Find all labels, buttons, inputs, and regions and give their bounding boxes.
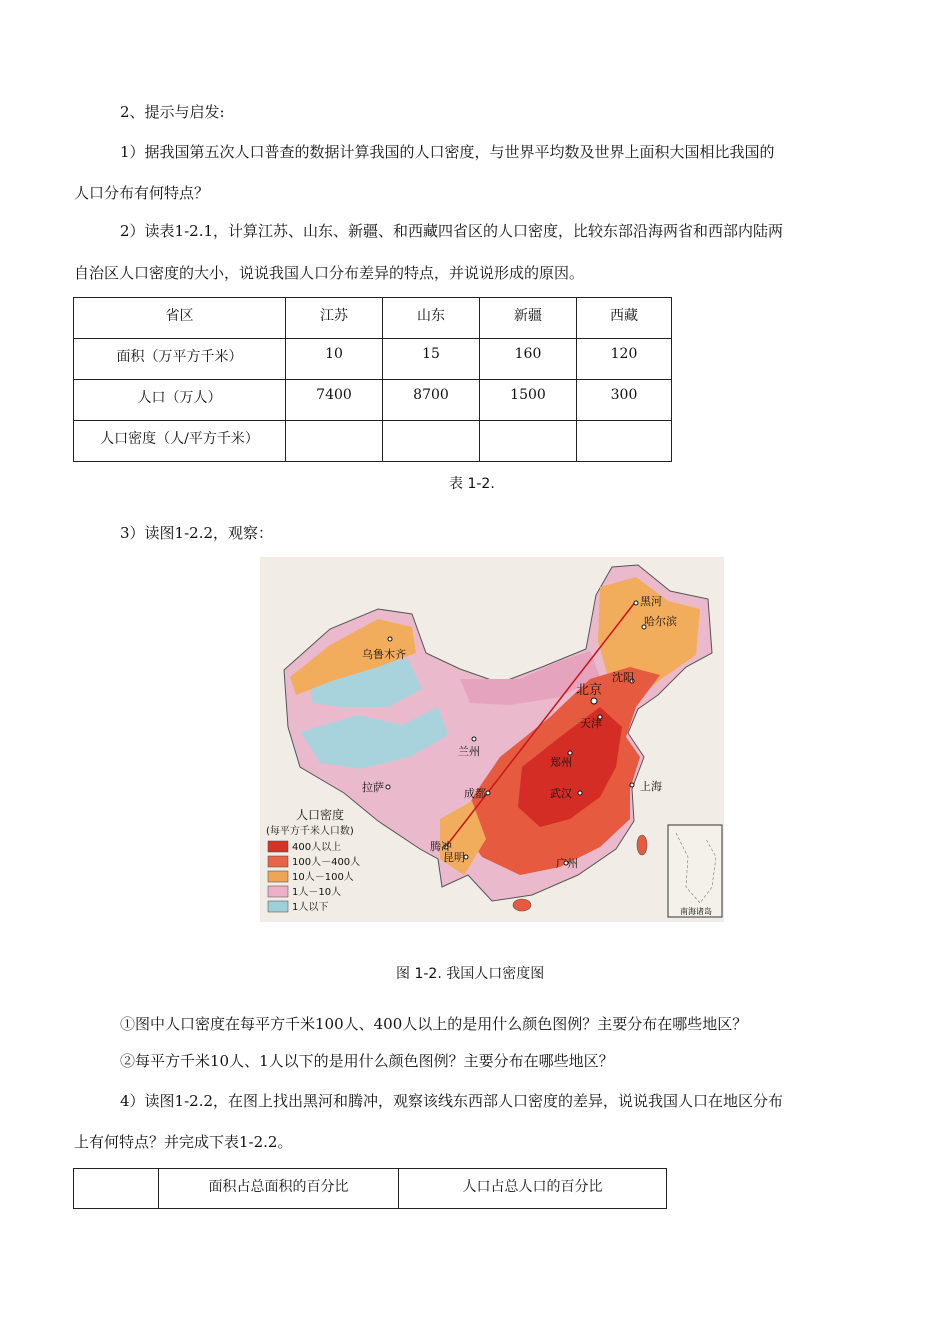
- legend-subtitle: (每平方千米人口数): [266, 826, 354, 837]
- table-cell: 8700: [383, 380, 480, 421]
- table-header-cell: 人口占总人口的百分比: [399, 1169, 667, 1209]
- table-header-cell: 江苏: [286, 298, 383, 339]
- city-label-guangzhou: 广州: [556, 857, 578, 870]
- table-caption: 表 1-2.: [449, 476, 495, 492]
- map-caption: 图 1-2. 我国人口密度图: [396, 966, 545, 982]
- table-header-cell: 山东: [383, 298, 480, 339]
- city-label-lanzhou: 兰州: [458, 745, 480, 758]
- table-cell: 160: [480, 339, 577, 380]
- table-cell[interactable]: [577, 421, 672, 462]
- city-label-harbin: 哈尔滨: [644, 615, 677, 628]
- legend-title: 人口密度: [296, 808, 345, 822]
- table-cell: 10: [286, 339, 383, 380]
- table-cell[interactable]: [286, 421, 383, 462]
- city-label-kunming: 昆明: [443, 851, 465, 864]
- city-label-chengdu: 成都: [464, 787, 486, 800]
- legend-label: 100人－400人: [292, 857, 361, 868]
- city-label-heihe: 黑河: [640, 595, 662, 608]
- legend-label: 10人－100人: [292, 872, 354, 883]
- sub-question-2: ②每平方千米10人、1人以下的是用什么颜色图例？主要分布在哪些地区？: [120, 1052, 614, 1070]
- question-3: 3）读图1-2.2，观察：: [120, 524, 274, 542]
- table-cell: 面积（万平方千米）: [74, 339, 286, 380]
- city-label-urumqi: 乌鲁木齐: [362, 648, 406, 661]
- city-label-tianjin: 天津: [580, 717, 602, 730]
- table-header-cell: 新疆: [480, 298, 577, 339]
- table-cell: 人口（万人）: [74, 380, 286, 421]
- population-density-map: [260, 557, 724, 922]
- inset-label: 南海诸岛: [680, 907, 712, 916]
- percentage-table: [73, 1168, 667, 1209]
- city-label-beijing: 北京: [576, 683, 603, 698]
- table-cell: 人口密度（人/平方千米）: [74, 421, 286, 462]
- table-row: [74, 298, 672, 339]
- city-label-zhengzhou: 郑州: [550, 756, 572, 769]
- question-2-line-2: 自治区人口密度的大小，说说我国人口分布差异的特点，并说说形成的原因。: [74, 264, 585, 282]
- city-label-shanghai: 上海: [640, 780, 662, 793]
- table-row: [74, 339, 672, 380]
- table-row: [74, 380, 672, 421]
- table-header-cell: [74, 1169, 159, 1209]
- table-cell: 120: [577, 339, 672, 380]
- question-1-line-2: 人口分布有何特点？: [74, 184, 210, 202]
- legend-label: 1人－10人: [292, 887, 342, 898]
- city-label-lhasa: 拉萨: [362, 781, 384, 794]
- table-row: [74, 1169, 667, 1209]
- legend-label: 400人以上: [292, 842, 342, 853]
- table-header-cell: 西藏: [577, 298, 672, 339]
- city-label-shenyang: 沈阳: [612, 671, 634, 684]
- table-header-cell: 面积占总面积的百分比: [159, 1169, 399, 1209]
- question-4-line-2: 上有何特点？并完成下表1-2.2。: [74, 1133, 293, 1151]
- table-cell: 7400: [286, 380, 383, 421]
- sub-question-1: ①图中人口密度在每平方千米100人、400人以上的是用什么颜色图例？主要分布在哪些地区？: [120, 1015, 748, 1033]
- table-cell: 1500: [480, 380, 577, 421]
- question-2-line-1: 2）读表1-2.1，计算江苏、山东、新疆、和西藏四省区的人口密度，比较东部沿海两省和西部内陆两: [120, 222, 784, 240]
- table-cell[interactable]: [383, 421, 480, 462]
- question-4-line-1: 4）读图1-2.2，在图上找出黑河和腾冲，观察该线东西部人口密度的差异，说说我国人口在地区分布: [120, 1092, 784, 1110]
- table-header-cell: 省区: [74, 298, 286, 339]
- table-cell: 15: [383, 339, 480, 380]
- table-cell[interactable]: [480, 421, 577, 462]
- city-label-wuhan: 武汉: [550, 787, 572, 800]
- table-cell: 300: [577, 380, 672, 421]
- south-china-sea-inset: [668, 825, 722, 917]
- city-label-tengchong: 腾冲: [430, 840, 452, 853]
- table-row: [74, 421, 672, 462]
- population-data-table: [73, 297, 672, 462]
- section-heading: 2、提示与启发:: [120, 103, 225, 121]
- question-1-line-1: 1）据我国第五次人口普查的数据计算我国的人口密度，与世界平均数及世界上面积大国相比我国的: [120, 143, 775, 161]
- legend-label: 1人以下: [292, 902, 329, 913]
